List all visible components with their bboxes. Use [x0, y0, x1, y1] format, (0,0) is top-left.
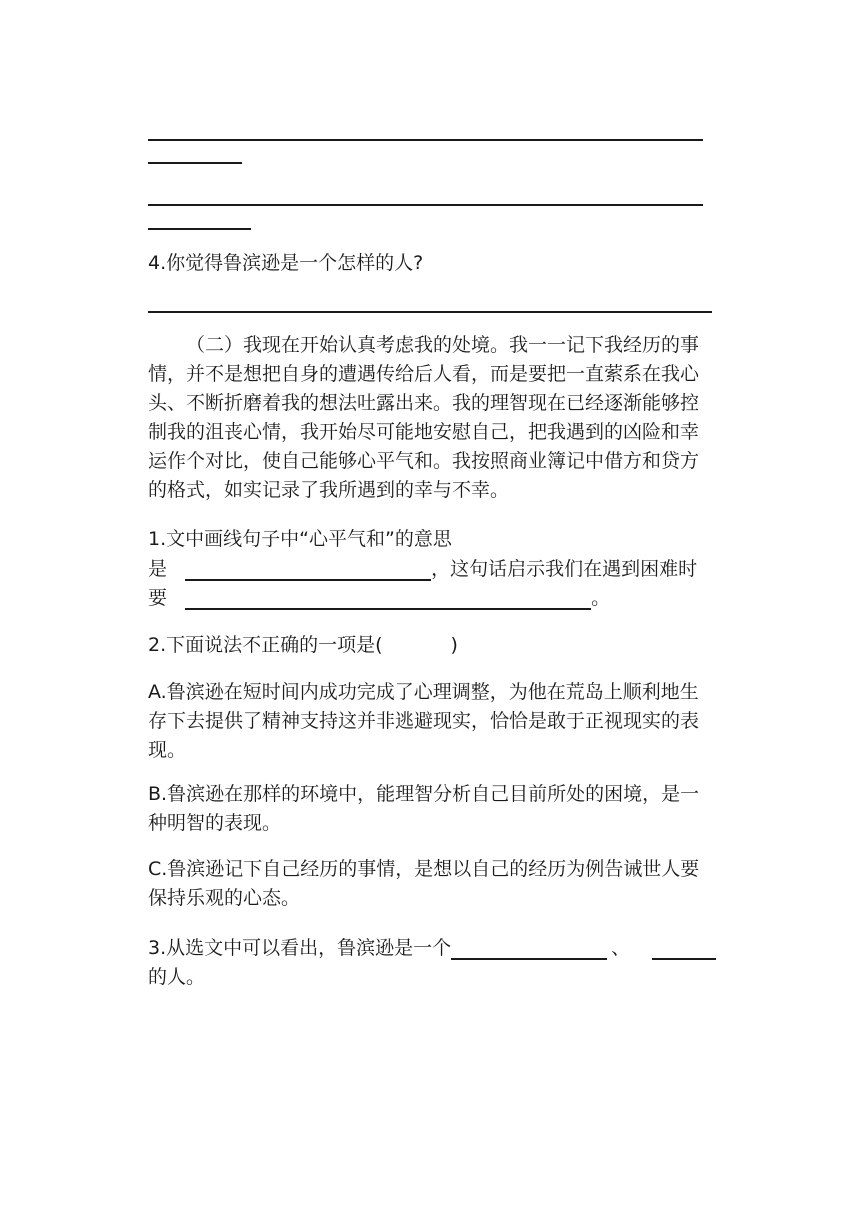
q3-prefix: 3.从选文中可以看出，鲁滨逊是一个	[148, 937, 452, 959]
q1-blank-lesson[interactable]	[185, 586, 591, 610]
q1-line1: 1.文中画线句子中“心平气和”的意思	[148, 528, 452, 550]
q2-stem	[148, 632, 458, 658]
q1-line2	[148, 556, 697, 582]
q3-separator: 、	[611, 937, 631, 959]
answer-line-q4[interactable]	[148, 311, 712, 313]
q1-line3-suffix: 。	[591, 587, 611, 609]
q3-line2: 的人。	[148, 966, 206, 988]
q1-line3-prefix: 要	[148, 587, 168, 609]
answer-line-2b[interactable]	[148, 228, 251, 230]
answer-line-1b[interactable]	[148, 162, 242, 164]
answer-line-1a[interactable]	[148, 139, 703, 141]
q2-option-c: C.鲁滨逊记下自己经历的事情，是想以自己的经历为例告诫世人要保持乐观的心态。	[148, 858, 700, 909]
reading-passage	[148, 331, 716, 505]
q1-blank-meaning[interactable]	[185, 557, 431, 581]
q2-stem-prefix: 2.下面说法不正确的一项是(	[148, 634, 383, 656]
q2-option-a: A.鲁滨逊在短时间内成功完成了心理调整，为他在荒岛上顺利地生存下去提供了精神支持这并非逃避现实，恰恰是敢于正视现实的表现。	[148, 681, 700, 761]
q1-line3	[148, 585, 610, 611]
q1-line2-prefix: 是	[148, 558, 168, 580]
q1-line2-suffix: ，这句话启示我们在遇到困难时	[431, 558, 698, 580]
answer-line-2a[interactable]	[148, 204, 703, 206]
q3-blank-2[interactable]	[652, 936, 716, 960]
q3-line1	[148, 935, 716, 961]
q2-option-b: B.鲁滨逊在那样的环境中，能理智分析自己目前所处的困境，是一种明智的表现。	[148, 783, 700, 834]
q2-stem-suffix: )	[450, 634, 458, 656]
question-4: 4.你觉得鲁滨逊是一个怎样的人?	[148, 252, 424, 274]
q3-blank-1[interactable]	[451, 936, 607, 960]
passage-text: （二）我现在开始认真考虑我的处境。我一一记下我经历的事情，并不是想把自身的遭遇传给后人看，而是要把一直萦系在我心头、不断折磨着我的想法吐露出来。我的理智现在已经逐渐能够控制我的沮丧心情，我开始尽可能地安慰自己，把我遇到的凶险和幸运作个对比，使自己能够心平气和。我按照商业簿记中借方和贷方的格式，如实记录了我所遇到的幸与不幸。	[148, 334, 700, 501]
